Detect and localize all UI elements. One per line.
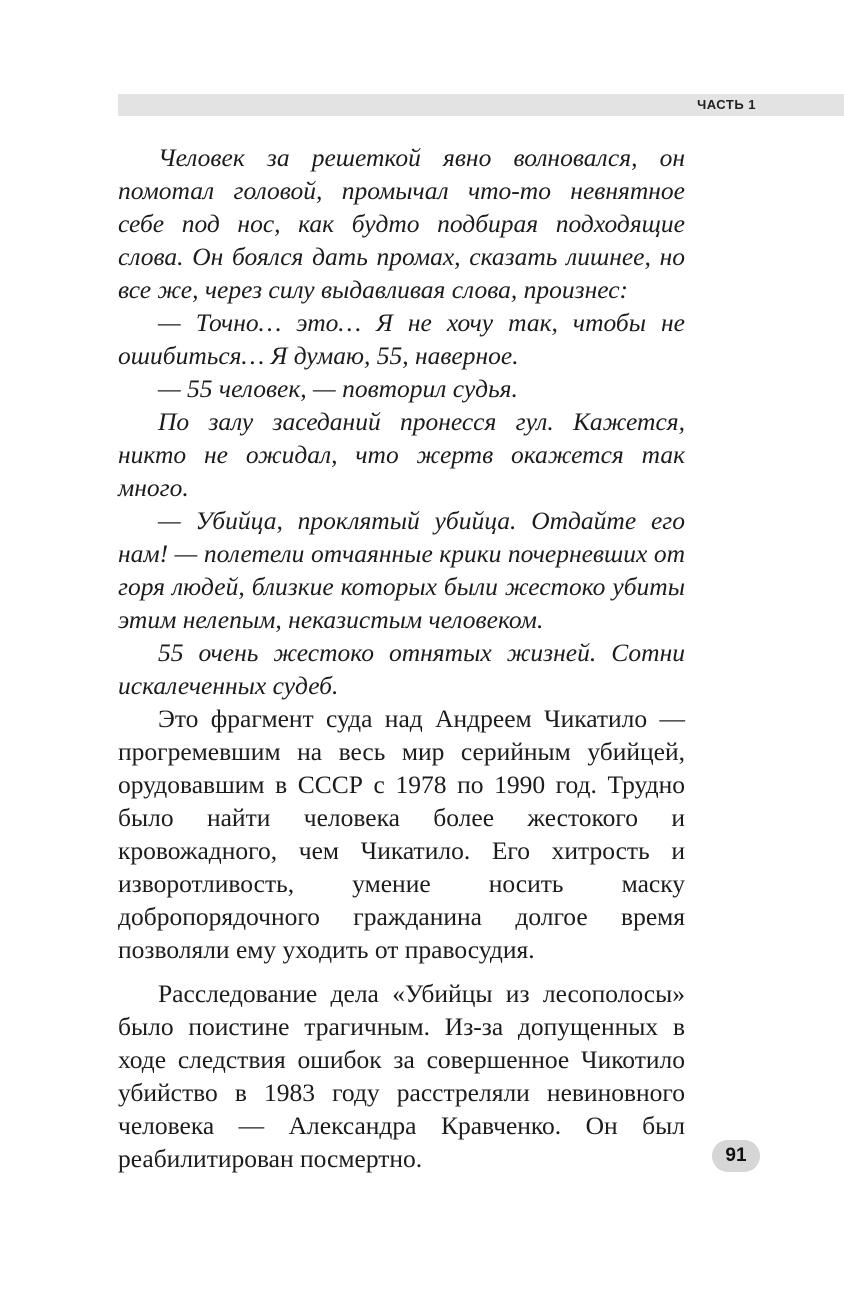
page-number-badge: 91 [712,1140,760,1172]
page-text [118,141,685,1175]
paragraph: Человек за решеткой явно волновался, он помотал головой, промычал что-то невнятное себе под нос, как будто подбирая подходящие слова. Он боялся дать промах, сказать лишнее, но все же, через силу выдавливая слова, произнес: [118,143,685,304]
running-header-bar [118,94,844,116]
paragraph: По залу заседаний пронесся гул. Кажется, никто не ожидал, что жертв окажется так много. [118,407,685,502]
paragraph: — 55 человек, — повторил судья. [158,374,518,403]
paragraph: — Убийца, проклятый убийца. Отдайте его нам! — полетели отчаянные крики почерневших от горя людей, близкие которых были жестоко убиты этим нелепым, неказистым человеком. [118,506,685,634]
section-label: ЧАСТЬ 1 [697,97,756,112]
paragraph: 55 очень жестоко отнятых жизней. Сотни искалеченных судеб. [118,638,685,700]
paragraph: Расследование дела «Убийцы из лесополосы» было поистине трагичным. Из-за допущенных в ходе следствия ошибок за совершенное Чикотило убийство в 1983 году расстреляли невиновного человека — Александра Кравченко. Он был реабилитирован посмертно. [118,979,685,1173]
paragraph: Это фрагмент суда над Андреем Чикатило — прогремевшим на весь мир серийным убийцей, орудовавшим в СССР с 1978 по 1990 год. Трудно было найти человека более жестокого и кровожадного, чем Чикатило. Его хитрость и изворотливость, умение носить маску добропорядочного гражданина долгое время позволяли ему уходить от правосудия. [118,704,685,964]
paragraph: — Точно… это… Я не хочу так, чтобы не ошибиться… Я думаю, 55, наверное. [118,308,685,370]
